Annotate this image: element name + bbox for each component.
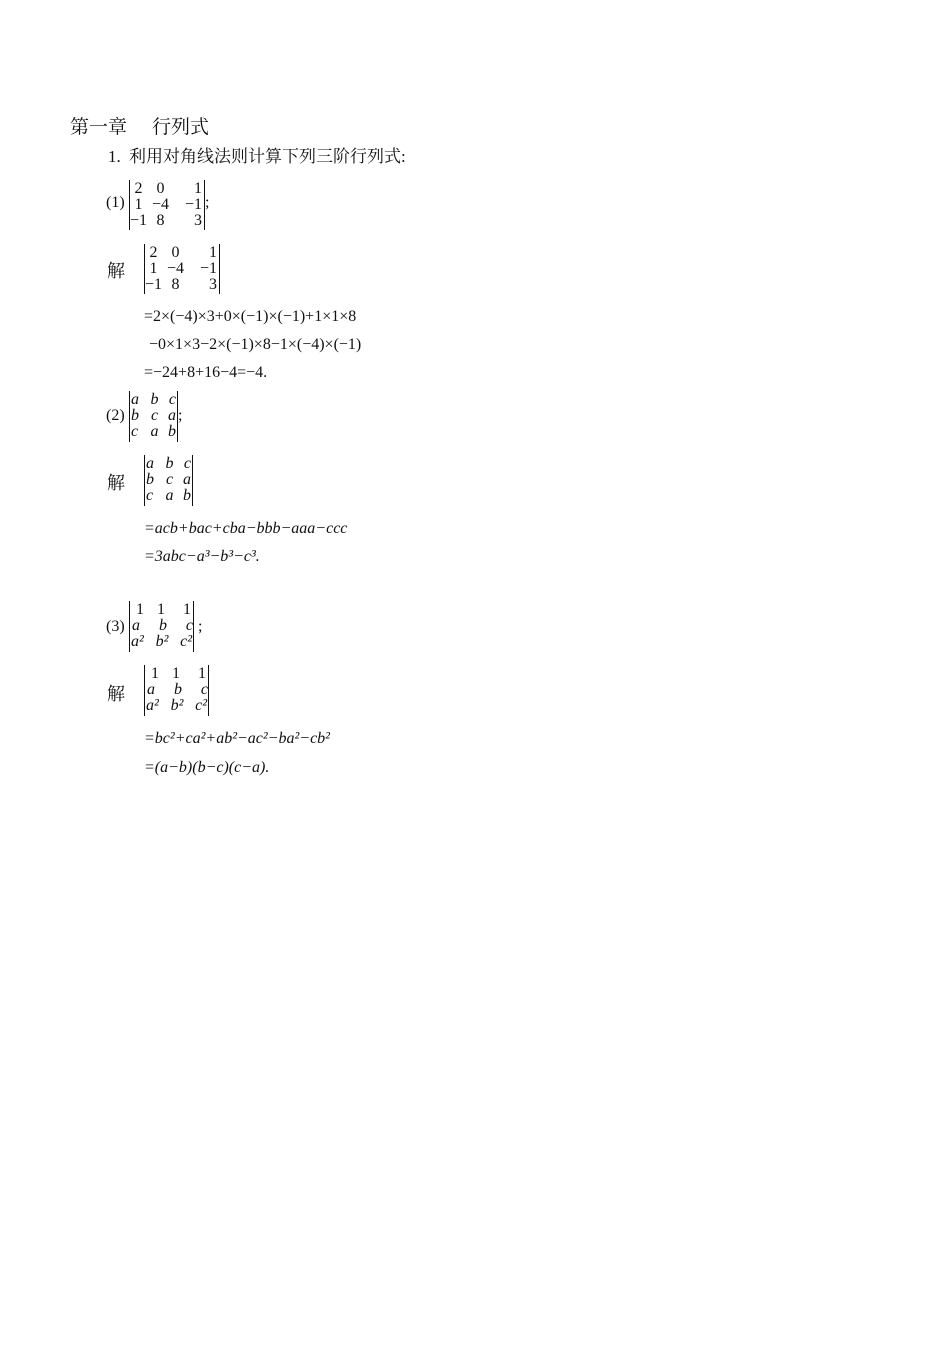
matrix-cell: a <box>131 391 139 408</box>
matrix-row <box>145 456 192 472</box>
matrix-cell: a² <box>146 697 159 714</box>
matrix-cell: a <box>183 471 191 488</box>
matrix-cell: b <box>174 681 182 698</box>
matrix-cell: 1 <box>183 601 191 618</box>
matrix-cell: −1 <box>145 276 163 293</box>
matrix-cell: 1 <box>172 665 180 682</box>
part3-solution-determinant <box>144 665 209 716</box>
solution-label: 解 <box>107 261 125 281</box>
part1-step-2: −0×1×3−2×(−1)×8−1×(−4)×(−1) <box>149 336 362 353</box>
matrix-row <box>130 181 204 197</box>
matrix-cell: −1 <box>130 212 148 229</box>
part2-question-determinant <box>129 391 178 442</box>
matrix-cell: b <box>150 391 159 408</box>
matrix-cell: 1 <box>149 260 158 277</box>
matrix-cell: b <box>165 455 174 472</box>
part1-solution-determinant <box>144 244 220 294</box>
matrix-cell: c <box>185 617 193 634</box>
matrix-cell: 2 <box>134 180 143 197</box>
problem-text: 利用对角线法则计算下列三阶行列式: <box>129 147 406 166</box>
matrix-cell: a <box>146 455 154 472</box>
matrix-cell: 0 <box>156 180 165 197</box>
matrix-row <box>145 277 219 293</box>
matrix-cell: c² <box>180 633 192 650</box>
matrix-cell: a <box>165 487 174 504</box>
solution-label: 解 <box>107 473 125 493</box>
matrix-cell: c <box>200 681 208 698</box>
matrix-cell: a <box>147 681 155 698</box>
matrix-cell: 3 <box>209 276 217 293</box>
matrix-row <box>145 682 208 698</box>
matrix-cell: −4 <box>166 260 185 277</box>
matrix-cell: a <box>150 423 159 440</box>
matrix-cell: 1 <box>194 180 202 197</box>
matrix-cell: 8 <box>171 276 180 293</box>
matrix-row <box>130 408 177 424</box>
part3-step-1: =bc²+ca²+ab²−ac²−ba²−cb² <box>144 730 330 747</box>
part1-question-determinant <box>129 180 205 230</box>
part2-suffix: ; <box>178 407 183 424</box>
part1-label: (1) <box>106 194 125 211</box>
part2-solution-determinant <box>144 455 193 506</box>
matrix-cell: 1 <box>136 601 144 618</box>
part2-label: (2) <box>106 407 125 424</box>
matrix-cell: 1 <box>151 665 159 682</box>
part3-step-2: =(a−b)(b−c)(c−a). <box>144 759 270 776</box>
part3-suffix: ; <box>198 618 203 635</box>
matrix-row <box>145 488 192 504</box>
matrix-cell: 2 <box>149 244 158 261</box>
part3-question-determinant <box>129 601 194 652</box>
matrix-cell: a² <box>131 633 144 650</box>
matrix-cell: b <box>168 423 176 440</box>
matrix-cell: −1 <box>184 196 202 213</box>
matrix-cell: b <box>146 471 154 488</box>
problem-number: 1. <box>108 147 121 166</box>
matrix-row <box>145 698 208 714</box>
matrix-cell: b <box>159 617 167 634</box>
matrix-cell: c <box>165 471 174 488</box>
matrix-cell: −4 <box>151 196 170 213</box>
matrix-row <box>145 261 219 277</box>
part2-step-1: =acb+bac+cba−bbb−aaa−ccc <box>144 520 348 537</box>
matrix-cell: a <box>168 407 176 424</box>
matrix-cell: a <box>132 617 140 634</box>
matrix-cell: c <box>168 391 176 408</box>
matrix-cell: c <box>183 455 191 472</box>
matrix-cell: 1 <box>157 601 165 618</box>
part1-step-1: =2×(−4)×3+0×(−1)×(−1)+1×1×8 <box>144 308 357 325</box>
matrix-cell: 1 <box>209 244 217 261</box>
matrix-cell: c <box>146 487 154 504</box>
matrix-cell: b² <box>155 633 169 650</box>
matrix-row <box>145 245 219 261</box>
matrix-cell: 8 <box>156 212 165 229</box>
matrix-cell: b² <box>170 697 184 714</box>
matrix-cell: 1 <box>134 196 143 213</box>
matrix-cell: 3 <box>194 212 202 229</box>
matrix-row <box>130 213 204 229</box>
matrix-cell: b <box>131 407 139 424</box>
part2-step-2: =3abc−a³−b³−c³. <box>144 548 260 565</box>
part1-suffix: ; <box>205 194 210 211</box>
matrix-row <box>130 197 204 213</box>
matrix-cell: b <box>183 487 191 504</box>
matrix-cell: −1 <box>199 260 217 277</box>
part1-step-3: =−24+8+16−4=−4. <box>144 364 268 381</box>
matrix-cell: c <box>150 407 159 424</box>
matrix-row <box>145 666 208 682</box>
chapter-subtitle: 行列式 <box>152 117 210 138</box>
part3-label: (3) <box>106 618 125 635</box>
matrix-row <box>130 424 177 440</box>
matrix-row <box>130 392 177 408</box>
matrix-cell: 0 <box>171 244 180 261</box>
matrix-cell: c² <box>195 697 207 714</box>
matrix-cell: 1 <box>198 665 206 682</box>
problem-statement <box>108 147 406 167</box>
matrix-row <box>130 618 193 634</box>
matrix-row <box>145 472 192 488</box>
matrix-row <box>130 634 193 650</box>
matrix-cell: c <box>131 423 139 440</box>
solution-label: 解 <box>107 684 125 704</box>
chapter-title: 第一章 <box>70 117 128 138</box>
matrix-row <box>130 602 193 618</box>
